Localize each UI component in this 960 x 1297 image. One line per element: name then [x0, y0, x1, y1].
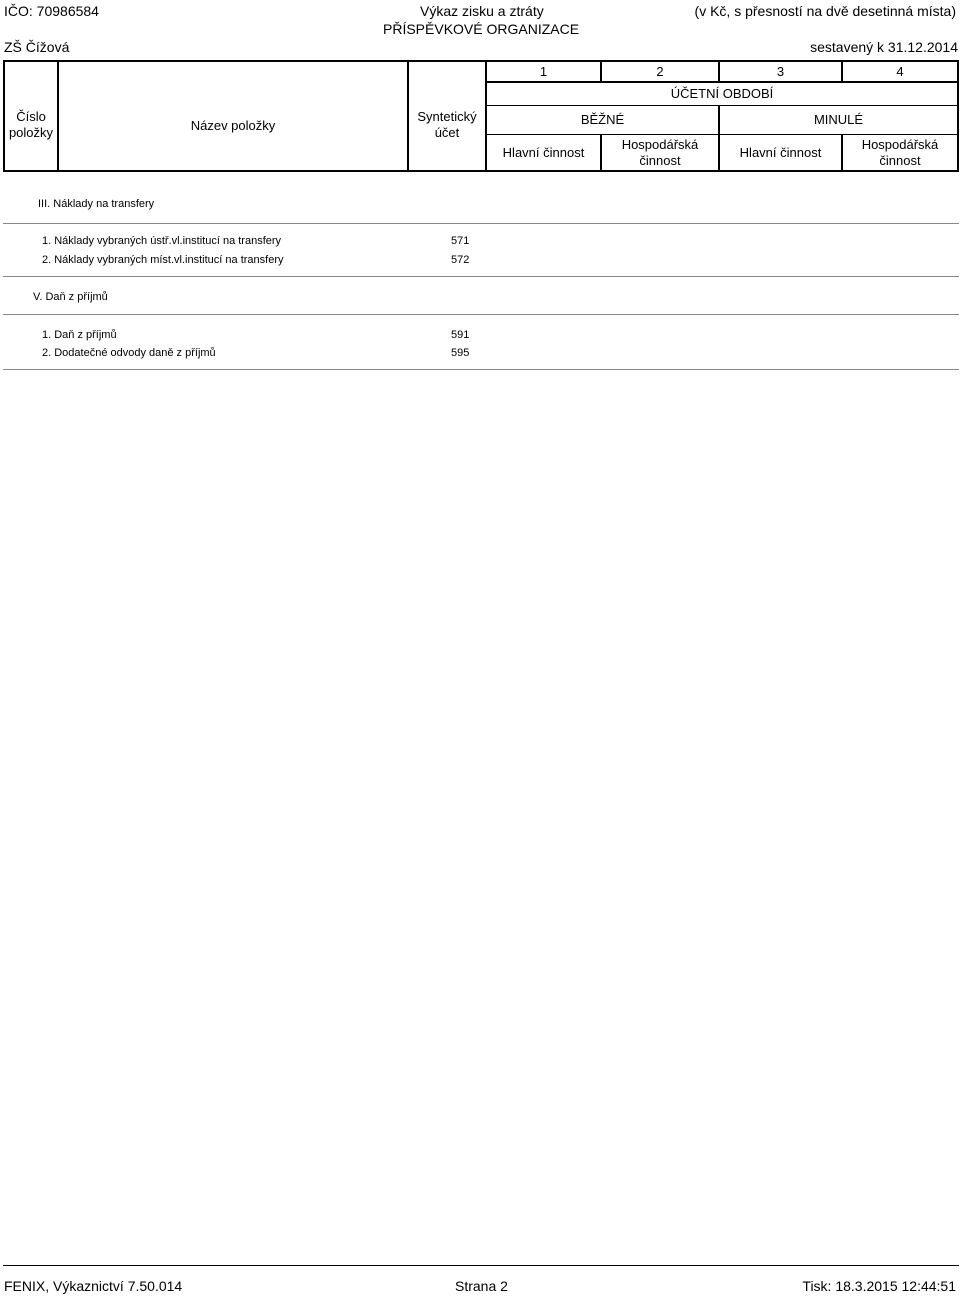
- previous-economic-activity-header: Hospodářská činnost: [861, 136, 939, 168]
- currency-note: (v Kč, s přesností na dvě desetinná místa): [694, 3, 956, 19]
- column-number-3: 3: [776, 63, 785, 79]
- ico: IČO: 70986584: [4, 3, 99, 19]
- row-name: 1. Daň z příjmů: [42, 329, 117, 341]
- organization-name: ZŠ Čížová: [4, 39, 70, 55]
- section-title: III. Náklady na transfery: [38, 198, 155, 210]
- row-name: 1. Náklady vybraných ústř.vl.institucí na transfery: [42, 235, 282, 247]
- column-number-4: 4: [896, 63, 904, 79]
- organization-type: PŘÍSPĚVKOVÉ ORGANIZACE: [383, 21, 580, 37]
- previous-main-activity-header: Hlavní činnost: [739, 144, 822, 160]
- accounting-period-header: ÚČETNÍ OBDOBÍ: [670, 86, 774, 101]
- row-account: 571: [451, 235, 470, 247]
- previous-period-header: MINULÉ: [813, 112, 864, 127]
- compiled-date: sestavený k 31.12.2014: [810, 39, 958, 55]
- column-number-2: 2: [656, 63, 664, 79]
- page-number: Strana 2: [455, 1278, 508, 1294]
- row-account: 595: [451, 347, 470, 359]
- item-name-header: Název položky: [190, 118, 276, 133]
- item-number-header: Číslo položky: [8, 109, 54, 140]
- report-title: Výkaz zisku a ztráty: [420, 3, 544, 19]
- column-number-1: 1: [539, 63, 548, 79]
- synthetic-account-header: Syntetický účet: [417, 109, 477, 140]
- current-period-header: BĚŽNÉ: [580, 112, 625, 127]
- row-account: 591: [451, 329, 470, 341]
- row-account: 572: [451, 254, 470, 266]
- current-economic-activity-header: Hospodářská činnost: [621, 136, 699, 168]
- section-title: V. Daň z příjmů: [33, 291, 108, 303]
- print-timestamp: Tisk: 18.3.2015 12:44:51: [802, 1278, 956, 1294]
- software-version: FENIX, Výkaznictví 7.50.014: [4, 1278, 183, 1294]
- row-name: 2. Náklady vybraných míst.vl.institucí na transfery: [42, 254, 284, 266]
- row-name: 2. Dodatečné odvody daně z příjmů: [42, 347, 216, 359]
- current-main-activity-header: Hlavní činnost: [502, 144, 585, 160]
